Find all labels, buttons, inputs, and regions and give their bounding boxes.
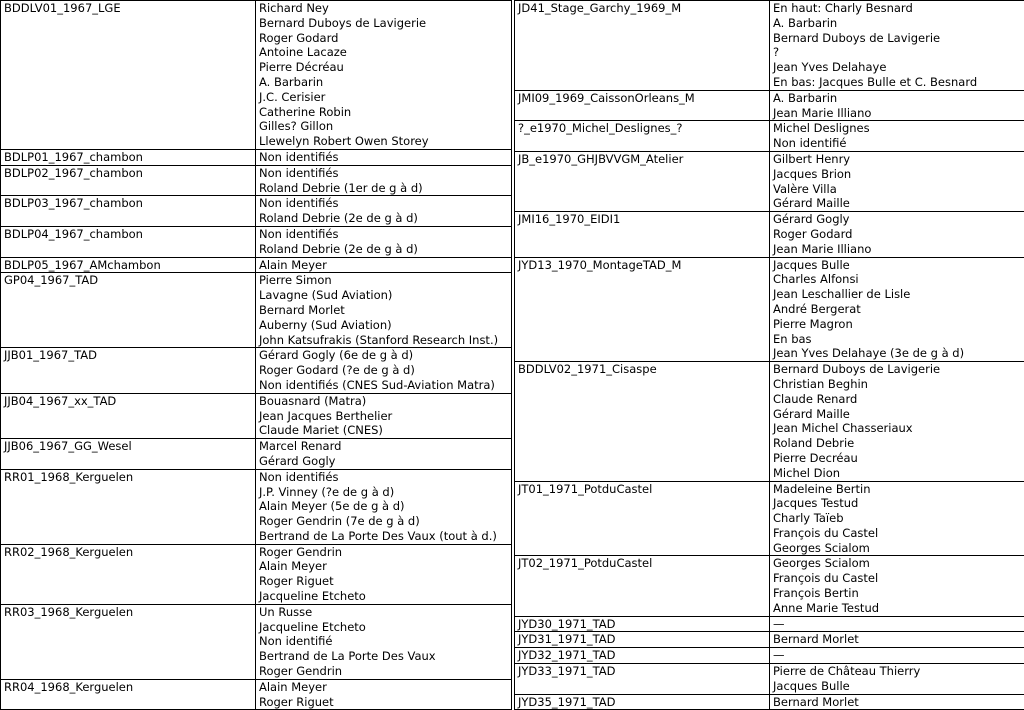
person-name: Pierre Simon (259, 273, 508, 288)
people-cell (770, 121, 1024, 152)
photo-id-cell (515, 121, 770, 152)
person-name: Non identifiés (259, 227, 508, 242)
people-cell (256, 196, 512, 227)
table-row (1, 604, 512, 679)
person-name: Gérard Gogly (259, 454, 508, 469)
people-cell (770, 694, 1024, 710)
person-name: Roger Godard (?e de g à d) (259, 363, 508, 378)
person-name: Alain Meyer (259, 258, 508, 273)
person-name: Roger Gendrin (259, 545, 508, 560)
person-name: Non identifiés (259, 150, 508, 165)
person-name: Claude Mariet (CNES) (259, 423, 508, 438)
person-name: John Katsufrakis (Stanford Research Inst.) (259, 333, 508, 348)
table-row (1, 257, 512, 273)
person-name: Roland Debrie (773, 436, 1022, 451)
person-name: Georges Scialom (773, 556, 1022, 571)
person-name: Michel Dion (773, 466, 1022, 481)
person-name: Jean Yves Delahaye (773, 60, 1022, 75)
person-name: Non identifiés (259, 166, 508, 181)
person-name: Llewelyn Robert Owen Storey (259, 134, 508, 149)
people-cell (770, 1, 1024, 91)
person-name: Bernard Morlet (773, 632, 1022, 647)
person-name: A. Barbarin (259, 75, 508, 90)
photo-id: BDDLV01_1967_LGE (4, 1, 252, 16)
table-row (1, 165, 512, 196)
table-row (515, 648, 1024, 664)
person-name: — (773, 648, 1022, 663)
photo-id: GP04_1967_TAD (4, 273, 252, 288)
photo-id: JMI09_1969_CaissonOrleans_M (518, 91, 766, 106)
photo-id-cell (1, 257, 256, 273)
person-name: Jean Yves Delahaye (3e de g à d) (773, 346, 1022, 361)
person-name: A. Barbarin (773, 16, 1022, 31)
person-name: Roger Riguet (259, 695, 508, 710)
table-row (515, 664, 1024, 695)
table-row (515, 481, 1024, 556)
photo-id: BDDLV02_1971_Cisaspe (518, 362, 766, 377)
photo-id-cell (1, 604, 256, 679)
person-name: François du Castel (773, 571, 1022, 586)
photo-id-cell (1, 149, 256, 165)
table-row (1, 544, 512, 604)
people-cell (256, 604, 512, 679)
people-cell (770, 616, 1024, 632)
person-name: Roland Debrie (2e de g à d) (259, 242, 508, 257)
person-name: Pierre de Château Thierry (773, 664, 1022, 679)
person-name: Non identifié (259, 634, 508, 649)
table-row (1, 149, 512, 165)
photo-id-cell (1, 226, 256, 257)
table-row (1, 679, 512, 710)
person-name: Jacques Bulle (773, 258, 1022, 273)
person-name: Bernard Duboys de Lavigerie (259, 16, 508, 31)
person-name: Catherine Robin (259, 105, 508, 120)
person-name: Bertrand de La Porte Des Vaux (259, 649, 508, 664)
person-name: Jean Michel Chasseriaux (773, 421, 1022, 436)
table-row (1, 226, 512, 257)
photo-id: JYD31_1971_TAD (518, 632, 766, 647)
person-name: Roland Debrie (1er de g à d) (259, 181, 508, 196)
table-row (1, 1, 512, 150)
people-cell (256, 226, 512, 257)
person-name: Roger Godard (259, 31, 508, 46)
photo-id-cell (515, 362, 770, 481)
person-name: François Bertin (773, 586, 1022, 601)
table-row (515, 694, 1024, 710)
people-cell (256, 1, 512, 150)
photo-id-cell (1, 439, 256, 470)
photo-id-cell (515, 632, 770, 648)
person-name: Jacqueline Etcheto (259, 620, 508, 635)
photo-id-cell (515, 212, 770, 257)
photo-id-cell (515, 694, 770, 710)
photo-id: ?_e1970_Michel_Deslignes_? (518, 121, 766, 136)
people-cell (770, 556, 1024, 616)
person-name: Gérard Maille (773, 407, 1022, 422)
person-name: Charles Alfonsi (773, 272, 1022, 287)
person-name: Christian Beghin (773, 377, 1022, 392)
photo-id-cell (1, 165, 256, 196)
people-cell (256, 257, 512, 273)
person-name: Jacques Brion (773, 167, 1022, 182)
table-row (1, 196, 512, 227)
people-cell (770, 632, 1024, 648)
person-name: Jacques Bulle (773, 679, 1022, 694)
person-name: Roger Godard (773, 227, 1022, 242)
people-cell (770, 212, 1024, 257)
photo-id: BDLP04_1967_chambon (4, 227, 252, 242)
person-name: J.C. Cerisier (259, 90, 508, 105)
person-name: Gérard Maille (773, 196, 1022, 211)
people-cell (256, 149, 512, 165)
photo-id: BDLP02_1967_chambon (4, 166, 252, 181)
photo-id-cell (1, 273, 256, 348)
person-name: Jean Marie Illiano (773, 106, 1022, 121)
person-name: Bertrand de La Porte Des Vaux (tout à d.) (259, 529, 508, 544)
person-name: Madeleine Bertin (773, 482, 1022, 497)
person-name: Alain Meyer (259, 680, 508, 695)
photo-id-cell (515, 481, 770, 556)
table-row (515, 212, 1024, 257)
person-name: Marcel Renard (259, 439, 508, 454)
person-name: Bernard Duboys de Lavigerie (773, 31, 1022, 46)
person-name: Alain Meyer (259, 559, 508, 574)
table-row (1, 348, 512, 393)
people-cell (770, 481, 1024, 556)
person-name: Antoine Lacaze (259, 45, 508, 60)
person-name: ? (773, 45, 1022, 60)
photo-id-cell (515, 664, 770, 695)
person-name: Richard Ney (259, 1, 508, 16)
people-cell (256, 439, 512, 470)
photo-id: JJB01_1967_TAD (4, 348, 252, 363)
table-row (1, 439, 512, 470)
table-body-right (515, 1, 1024, 710)
people-cell (256, 544, 512, 604)
photo-id-cell (1, 393, 256, 438)
table-row (515, 90, 1024, 121)
person-name: Roger Gendrin (7e de g à d) (259, 514, 508, 529)
person-name: Gilbert Henry (773, 152, 1022, 167)
table-row (515, 257, 1024, 362)
person-name: En haut: Charly Besnard (773, 1, 1022, 16)
person-name: François du Castel (773, 526, 1022, 541)
people-cell (770, 648, 1024, 664)
people-cell (770, 664, 1024, 695)
photo-id-cell (515, 1, 770, 91)
person-name: Jacqueline Etcheto (259, 589, 508, 604)
people-cell (770, 257, 1024, 362)
person-name: Anne Marie Testud (773, 601, 1022, 616)
photo-id: RR03_1968_Kerguelen (4, 605, 252, 620)
photo-id: JYD13_1970_MontageTAD_M (518, 258, 766, 273)
photo-id: RR04_1968_Kerguelen (4, 680, 252, 695)
person-name: En bas (773, 332, 1022, 347)
photo-id-cell (515, 648, 770, 664)
person-name: Pierre Magron (773, 317, 1022, 332)
photo-id: RR01_1968_Kerguelen (4, 470, 252, 485)
person-name: Roger Riguet (259, 574, 508, 589)
person-name: Lavagne (Sud Aviation) (259, 288, 508, 303)
photo-id-cell (1, 196, 256, 227)
person-name: Non identifié (773, 136, 1022, 151)
photo-id: JJB06_1967_GG_Wesel (4, 439, 252, 454)
photo-id-cell (515, 151, 770, 211)
person-name: En bas: Jacques Bulle et C. Besnard (773, 75, 1022, 90)
person-name: Valère Villa (773, 182, 1022, 197)
photo-id: JT02_1971_PotduCastel (518, 556, 766, 571)
person-name: Un Russe (259, 605, 508, 620)
person-name: J.P. Vinney (?e de g à d) (259, 485, 508, 500)
people-cell (256, 348, 512, 393)
photo-id: JYD35_1971_TAD (518, 695, 766, 710)
table-row (1, 393, 512, 438)
photo-id: JYD33_1971_TAD (518, 664, 766, 679)
person-name: Claude Renard (773, 392, 1022, 407)
person-name: Georges Scialom (773, 541, 1022, 556)
person-name: Auberny (Sud Aviation) (259, 318, 508, 333)
photo-id: BDLP05_1967_AMchambon (4, 258, 252, 273)
photo-id: RR02_1968_Kerguelen (4, 545, 252, 560)
person-name: Non identifiés (259, 470, 508, 485)
people-cell (256, 469, 512, 544)
photo-id-cell (1, 348, 256, 393)
person-name: Pierre Decréau (773, 451, 1022, 466)
photo-id: JT01_1971_PotduCastel (518, 482, 766, 497)
photo-id: BDLP01_1967_chambon (4, 150, 252, 165)
person-name: Pierre Décréau (259, 60, 508, 75)
table-row (1, 469, 512, 544)
person-name: Jean Marie Illiano (773, 242, 1022, 257)
photo-id-cell (1, 1, 256, 150)
table-row (515, 1, 1024, 91)
photo-table-right (514, 0, 1024, 710)
photo-id: JYD32_1971_TAD (518, 648, 766, 663)
person-name: — (773, 617, 1022, 632)
photo-id: JMI16_1970_EIDI1 (518, 212, 766, 227)
photo-id-cell (1, 679, 256, 710)
photo-id-cell (515, 257, 770, 362)
table-row (515, 151, 1024, 211)
person-name: Gérard Gogly (773, 212, 1022, 227)
photo-id: JYD30_1971_TAD (518, 617, 766, 632)
people-cell (256, 165, 512, 196)
table-row (515, 362, 1024, 481)
person-name: Gilles? Gillon (259, 119, 508, 134)
photo-id: JJB04_1967_xx_TAD (4, 394, 252, 409)
person-name: Jean Jacques Berthelier (259, 409, 508, 424)
person-name: Michel Deslignes (773, 121, 1022, 136)
person-name: Non identifiés (CNES Sud-Aviation Matra) (259, 378, 508, 393)
photo-id-cell (1, 469, 256, 544)
people-cell (770, 90, 1024, 121)
person-name: Bernard Morlet (259, 303, 508, 318)
table-row (1, 273, 512, 348)
person-name: Bouasnard (Matra) (259, 394, 508, 409)
person-name: Gérard Gogly (6e de g à d) (259, 348, 508, 363)
person-name: Bernard Duboys de Lavigerie (773, 362, 1022, 377)
photo-id: JB_e1970_GHJBVVGM_Atelier (518, 152, 766, 167)
photo-id-cell (515, 556, 770, 616)
table-row (515, 556, 1024, 616)
person-name: Roger Gendrin (259, 664, 508, 679)
person-name: Roland Debrie (2e de g à d) (259, 211, 508, 226)
people-cell (256, 273, 512, 348)
person-name: Charly Taïeb (773, 511, 1022, 526)
table-body-left (1, 1, 512, 710)
people-cell (256, 679, 512, 710)
person-name: Jean Leschallier de Lisle (773, 287, 1022, 302)
table-row (515, 121, 1024, 152)
person-name: Jacques Testud (773, 496, 1022, 511)
person-name: Alain Meyer (5e de g à d) (259, 499, 508, 514)
person-name: Non identifiés (259, 196, 508, 211)
photo-id: BDLP03_1967_chambon (4, 196, 252, 211)
person-name: André Bergerat (773, 302, 1022, 317)
table-row (515, 616, 1024, 632)
person-name: Bernard Morlet (773, 695, 1022, 710)
person-name: A. Barbarin (773, 91, 1022, 106)
table-row (515, 632, 1024, 648)
photo-id-cell (1, 544, 256, 604)
photo-id-cell (515, 90, 770, 121)
people-cell (256, 393, 512, 438)
photo-id-cell (515, 616, 770, 632)
photo-id: JD41_Stage_Garchy_1969_M (518, 1, 766, 16)
people-cell (770, 362, 1024, 481)
people-cell (770, 151, 1024, 211)
